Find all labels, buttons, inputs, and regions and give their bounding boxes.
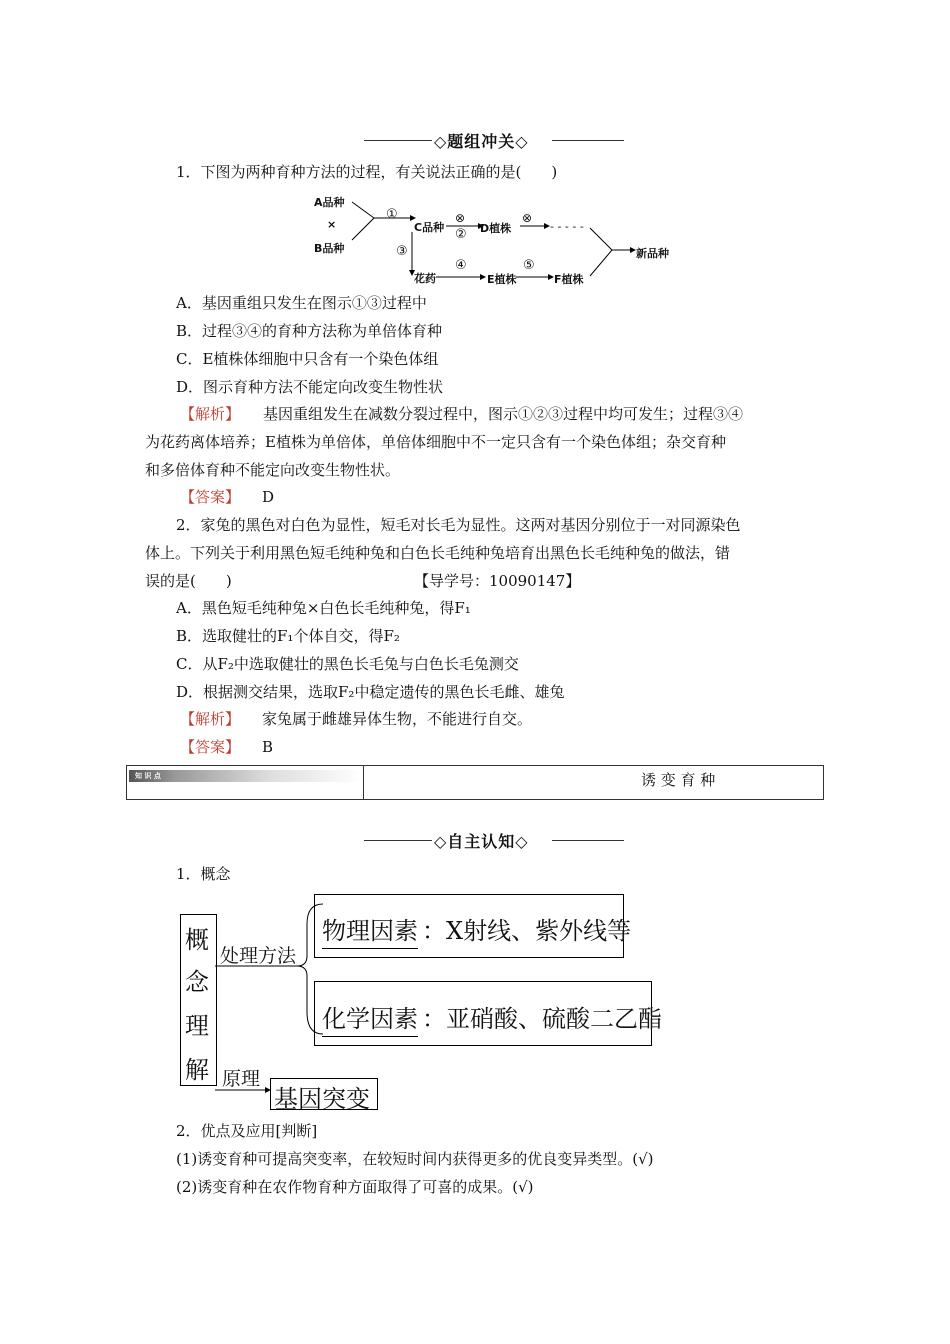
q2-stem-line3: 误的是( ) (145, 572, 232, 590)
diagram-step4: ④ (455, 258, 467, 273)
principle-label: 原理 (222, 1068, 261, 1090)
diagram-a-variety: A品种 (314, 196, 345, 209)
q1-analysis-line3: 和多倍体育种不能定向改变生物性状。 (145, 461, 401, 479)
diagram-step1: ① (386, 207, 398, 222)
diagram-cross: × (327, 218, 337, 231)
q1-analysis-line1: 基因重组发生在减数分裂过程中，图示①②③过程中均可发生；过程③④ (263, 405, 744, 423)
q2-analysis: 家兔属于雌雄异体生物，不能进行自交。 (262, 710, 533, 728)
diagram-step2: ② (455, 227, 467, 242)
method-label: 处理方法 (220, 945, 297, 967)
converge-arrow-ab (352, 202, 374, 240)
physical-factor: 物理因素 (322, 911, 418, 949)
diagram-c-variety: C品种 (414, 221, 445, 234)
q2-option-b: B．选取健壮的F₁个体自交，得F₂ (176, 627, 400, 645)
heading2-rule-right (552, 840, 624, 841)
advantages-label: 2．优点及应用[判断] (176, 1122, 318, 1140)
diagram-self2: ⊗ (522, 211, 533, 225)
diagram-step5: ⑤ (523, 258, 535, 273)
q1-option-d: D．图示育种方法不能定向改变生物性状 (176, 378, 444, 396)
advantage-item-1: (1)诱变育种可提高突变率，在较短时间内获得更多的优良变异类型。(√) (176, 1150, 654, 1168)
diagram-new-variety: 新品种 (636, 247, 669, 260)
q1-analysis-tag: 【解析】 (180, 405, 241, 423)
heading-rule-right (552, 140, 624, 141)
knowledge-title: 诱 变 育 种 (641, 771, 716, 789)
q2-answer-tag: 【答案】 (180, 738, 241, 756)
concept-label: 1．概念 (176, 865, 231, 883)
principle-value: 基因突变 (274, 1085, 370, 1113)
q2-option-c: C．从F₂中选取健壮的黑色长毛兔与白色长毛兔测交 (176, 655, 519, 673)
diagram-f-plant: F植株 (554, 273, 584, 286)
advantage-item-2: (2)诱变育种在农作物育种方面取得了可喜的成果。(√) (176, 1178, 534, 1196)
q1-option-b: B．过程③④的育种方法称为单倍体育种 (176, 322, 443, 340)
q2-option-a: A．黑色短毛纯种兔×白色长毛纯种兔，得F₁ (176, 599, 471, 617)
q2-answer: B (262, 738, 274, 756)
knowledge-bar (126, 765, 824, 800)
q1-answer-tag: 【答案】 (180, 488, 241, 506)
q1-option-a: A．基因重组只发生在图示①③过程中 (176, 294, 427, 312)
q1-option-c: C．E植株体细胞中只含有一个染色体组 (176, 350, 439, 368)
concept-side-char-3: 理 (185, 1012, 209, 1040)
heading2-rule-left (364, 840, 432, 841)
knowledge-badge: 知 识 点 (135, 772, 161, 780)
q2-guide-number: 【导学号：10090147】 (414, 572, 581, 590)
q1-stem: 1．下图为两种育种方法的过程，有关说法正确的是( ) (176, 163, 558, 181)
diagram-self1: ⊗ (455, 211, 466, 225)
chemical-detail: ：亚硝酸、硫酸二乙酯 (422, 1005, 662, 1033)
diagram-pollen: 花药 (414, 272, 436, 285)
heading-rule-left (364, 140, 432, 141)
diagram-e-plant: E植株 (487, 273, 517, 286)
diagram-b-variety: B品种 (314, 242, 345, 255)
q1-analysis-line2: 为花药离体培养；E植株为单倍体，单倍体细胞中不一定只含有一个染色体组；杂交育种 (145, 433, 726, 451)
concept-side-char-1: 概 (185, 926, 209, 954)
diagram-d-plant: D植株 (480, 222, 512, 235)
converge-arrow-new (590, 228, 612, 276)
diagram-step3: ③ (396, 244, 408, 259)
diagram-dashes: - - - - - (550, 220, 584, 233)
knowledge-divider (363, 766, 364, 799)
q2-option-d: D．根据测交结果，选取F₂中稳定遗传的黑色长毛雌、雄兔 (176, 683, 565, 701)
concept-side-char-2: 念 (185, 968, 209, 996)
q2-stem-line1: 2．家兔的黑色对白色为显性，短毛对长毛为显性。这两对基因分别位于一对同源染色 (176, 516, 741, 534)
chemical-factor: 化学因素 (322, 999, 418, 1037)
concept-side-char-4: 解 (185, 1056, 209, 1084)
section-heading-practice: ◇题组冲关◇ (434, 132, 529, 151)
q2-stem-line2: 体上。下列关于利用黑色短毛纯种兔和白色长毛纯种兔培育出黑色长毛纯种兔的做法，错 (145, 544, 731, 562)
q1-answer: D (262, 488, 275, 506)
section-heading-self-study: ◇自主认知◇ (434, 832, 529, 851)
physical-detail: ：X射线、紫外线等 (422, 917, 632, 945)
q2-analysis-tag: 【解析】 (180, 710, 241, 728)
knowledge-badge-strip (129, 770, 361, 782)
